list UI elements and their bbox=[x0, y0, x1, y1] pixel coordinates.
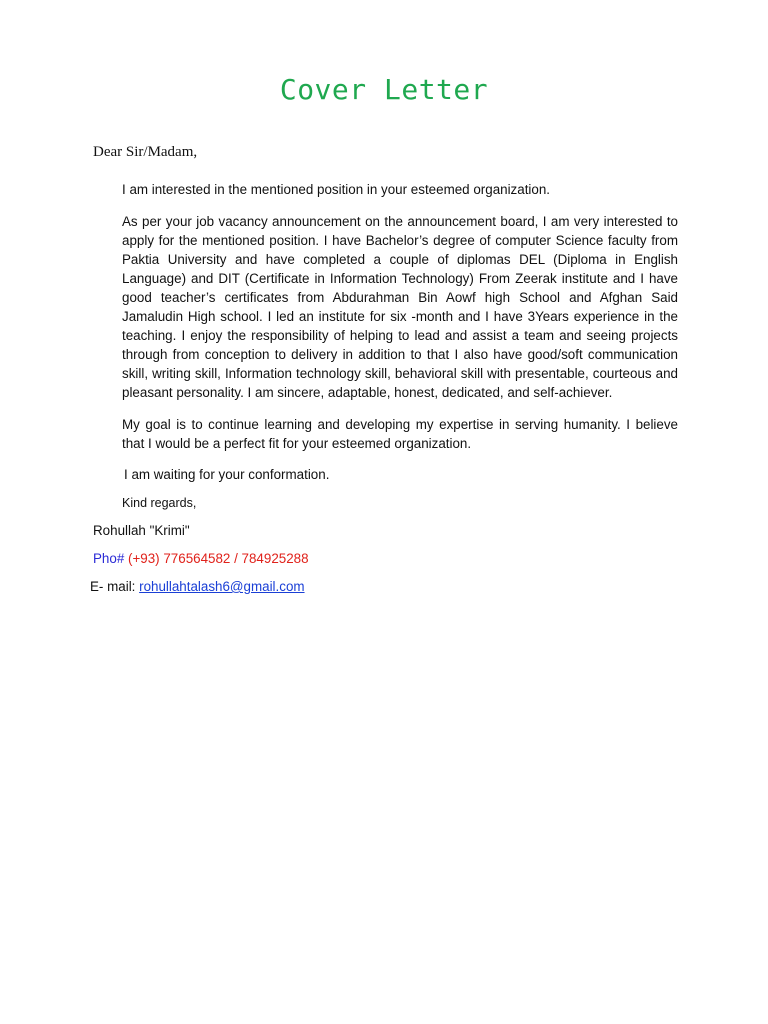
phone-label: Pho# bbox=[93, 551, 125, 566]
paragraph-3: My goal is to continue learning and developing my expertise in serving humanity. I believe that I would be a perfect fit for your esteemed organization. bbox=[122, 417, 678, 451]
document-title: Cover Letter bbox=[279, 73, 489, 106]
signature-name: Rohullah "Krimi" bbox=[93, 523, 190, 538]
paragraph-4: I am waiting for your conformation. bbox=[124, 467, 330, 482]
paragraph-2: As per your job vacancy announcement on the announcement board, I am very interested to apply for the mentioned position. I have Bachelor’s degree of computer Science faculty from Paktia University and have completed a couple of diplomas DEL (Diploma in English Language) and DIT (Certificate in Information Technology) From Zeerak institute and I have good teacher’s certificates from Abdurahman Bin Aowf high School and Afghan Said Jamaludin High school. I led an institute for six -month and I have 3Years experience in the teaching. I enjoy the responsibility of helping to lead and assist a team and seeing projects through from conception to delivery in addition to that I also have good/soft communication skill, writing skill, Information technology skill, behavioral skill with presentable, courteous and pleasant personality. I am sincere, adaptable, honest, dedicated, and self-achiever. bbox=[122, 214, 678, 400]
phone-line bbox=[93, 551, 309, 566]
email-line bbox=[90, 579, 305, 594]
email-label: E- mail: bbox=[90, 579, 140, 594]
paragraph-1: I am interested in the mentioned position in your esteemed organization. bbox=[122, 182, 551, 197]
closing: Kind regards, bbox=[122, 496, 197, 510]
salutation: Dear Sir/Madam, bbox=[93, 144, 198, 160]
email-link[interactable]: rohullahtalash6@gmail.com bbox=[139, 579, 305, 594]
phone-value: (+93) 776564582 / 784925288 bbox=[124, 551, 309, 566]
